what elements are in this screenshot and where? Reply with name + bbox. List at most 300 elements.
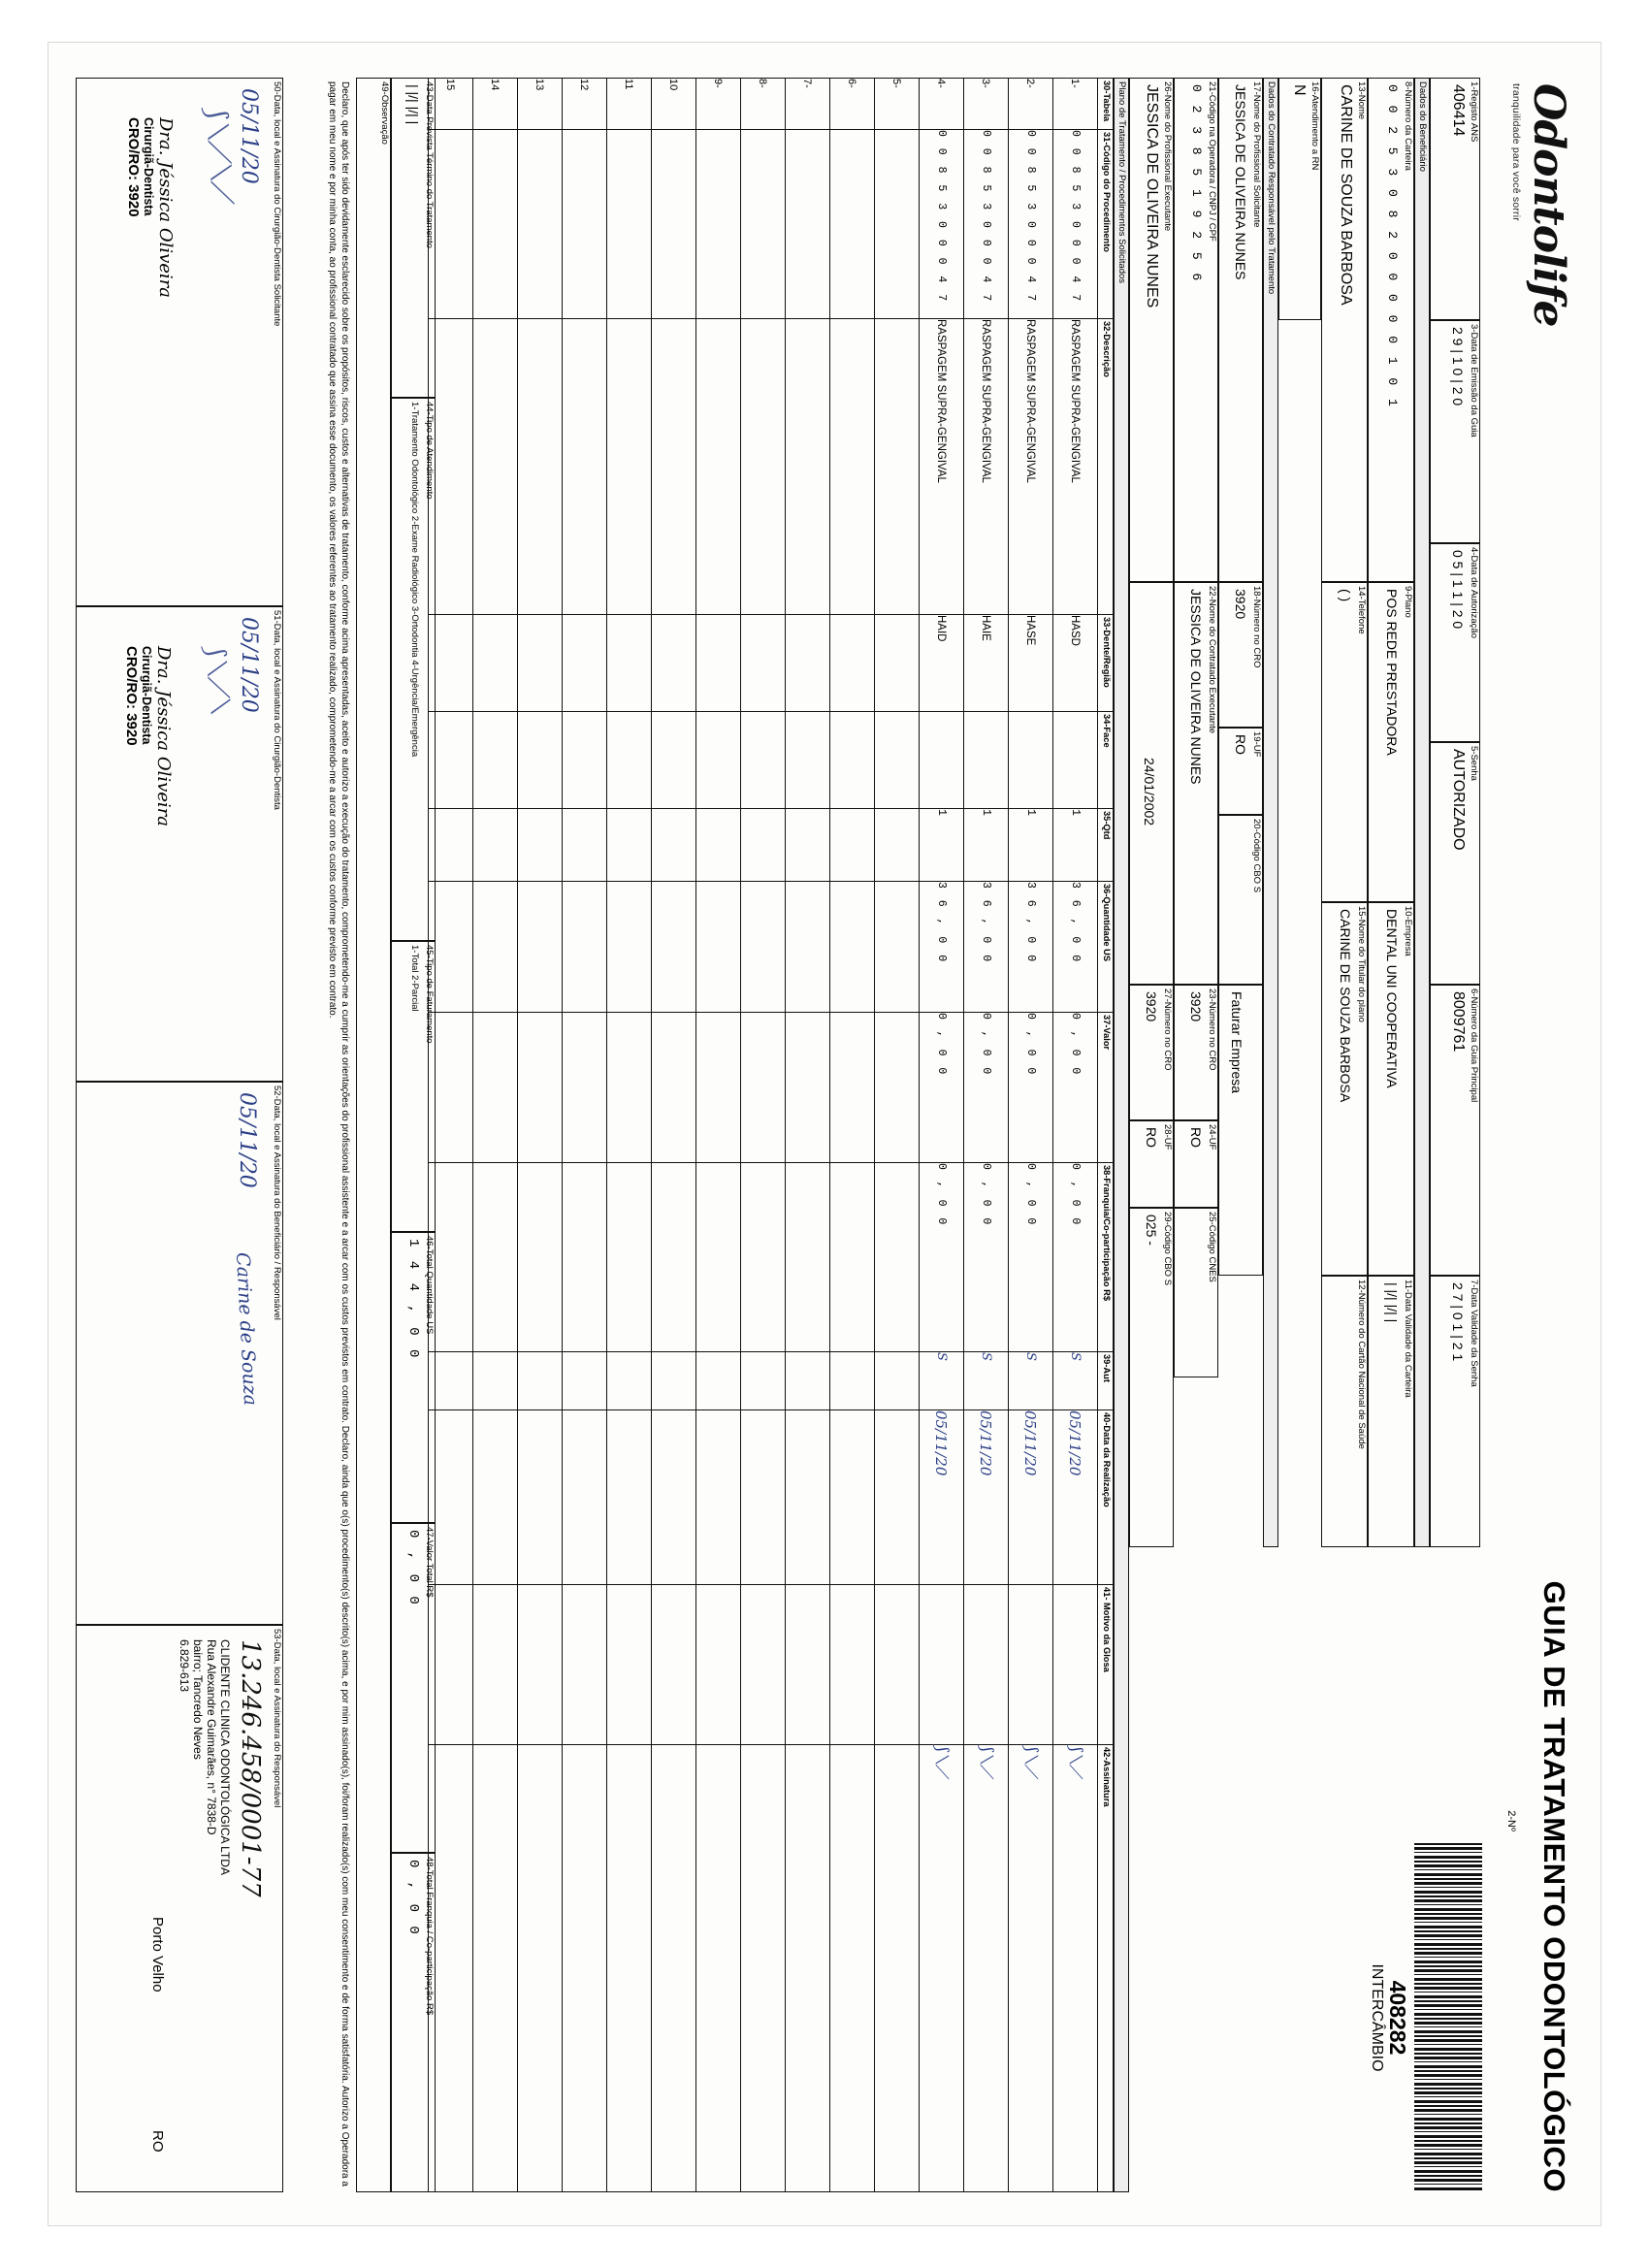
cell-data-realizacao[interactable]: 05/11/20 [964, 1410, 1009, 1585]
field-total-franquia[interactable] [391, 1853, 436, 2192]
field-value: RO [1144, 1127, 1159, 1148]
cell-quantidade-us[interactable] [652, 882, 696, 1013]
stamp-dentist-cro: CRO/RO: 3920 [125, 117, 142, 217]
cell-descricao[interactable]: RASPAGEM SUPRA-GENGIVAL [1009, 319, 1053, 615]
col-assinatura: 42-Assinatura [1098, 1745, 1114, 2192]
cell-franquia[interactable] [786, 1163, 830, 1352]
barcode-number: 408282 [1385, 1980, 1410, 2056]
cell-dente-regiao[interactable] [830, 615, 875, 712]
field-value: 0 , 0 0 [405, 1530, 421, 1607]
field-empresa[interactable] [1368, 902, 1414, 1276]
cell-face[interactable] [830, 712, 875, 809]
cell-aut[interactable] [518, 1352, 563, 1410]
field-registro-ans[interactable] [1430, 78, 1480, 320]
cell-valor[interactable] [607, 1013, 652, 1163]
cell-data-realizacao[interactable] [652, 1410, 696, 1585]
field-cbos-solicitante[interactable] [1218, 815, 1263, 985]
cell-assinatura[interactable] [518, 1745, 563, 2192]
cell-valor[interactable]: 0 , 0 0 [1053, 1013, 1098, 1163]
cell-data-realizacao[interactable]: 05/11/20 [920, 1410, 964, 1585]
cell-motivo-glosa[interactable] [652, 1585, 696, 1745]
field-numero-carteira[interactable] [1368, 78, 1414, 582]
field-label: 28-UF [1162, 1124, 1173, 1150]
cell-qtd[interactable] [563, 809, 607, 882]
cell-aut[interactable] [875, 1352, 920, 1410]
cell-quantidade-us[interactable]: 3 6 , 0 0 [1009, 882, 1053, 1013]
cell-dente-regiao[interactable] [473, 615, 518, 712]
cell-qtd[interactable] [875, 809, 920, 882]
cell-descricao[interactable] [652, 319, 696, 615]
cell-codigo-procedimento[interactable] [652, 130, 696, 319]
cell-descricao[interactable] [875, 319, 920, 615]
cell-face[interactable] [786, 712, 830, 809]
col-valor: 37-Valor [1098, 1013, 1114, 1163]
field-label: 25-Código CNES [1207, 1212, 1217, 1282]
field-value: JESSICA DE OLIVEIRA NUNES [1188, 589, 1204, 785]
cell-aut[interactable]: S [964, 1352, 1009, 1410]
cell-valor[interactable]: 0 , 0 0 [1009, 1013, 1053, 1163]
cell-aut[interactable]: S [920, 1352, 964, 1410]
cell-dente-regiao[interactable]: HAIE [964, 615, 1009, 712]
row-number: 8- [741, 79, 786, 130]
field-value: | |/| |/| | [405, 84, 421, 125]
field-data-prevista-termino[interactable] [391, 78, 436, 398]
cell-aut[interactable]: S [1053, 1352, 1098, 1410]
cell-aut[interactable] [563, 1352, 607, 1410]
field-value: 0 , 0 0 [405, 1860, 421, 1937]
cell-assinatura[interactable] [696, 1745, 741, 2192]
field-label: 13-Nome [1356, 81, 1367, 120]
cell-valor[interactable] [875, 1013, 920, 1163]
cell-aut[interactable] [696, 1352, 741, 1410]
cell-descricao[interactable] [830, 319, 875, 615]
field-assinatura-beneficiario[interactable] [76, 1082, 283, 1625]
cell-codigo-procedimento[interactable] [563, 130, 607, 319]
field-label: 21-Código na Operadora / CNPJ / CPF [1207, 81, 1217, 242]
cell-valor[interactable] [696, 1013, 741, 1163]
cell-codigo-procedimento[interactable] [875, 130, 920, 319]
cell-quantidade-us[interactable] [786, 882, 830, 1013]
cell-franquia[interactable]: 0 , 0 0 [1009, 1163, 1053, 1352]
cell-face[interactable] [920, 712, 964, 809]
cell-qtd[interactable]: 1 [920, 809, 964, 882]
field-value: 1 4 4 , 0 0 [405, 1239, 421, 1361]
cell-assinatura[interactable] [652, 1745, 696, 2192]
cell-quantidade-us[interactable] [563, 882, 607, 1013]
cell-descricao[interactable] [741, 319, 786, 615]
cell-motivo-glosa[interactable] [473, 1585, 518, 1745]
field-cro-executante[interactable] [1174, 985, 1218, 1120]
cell-codigo-procedimento[interactable] [473, 130, 518, 319]
table-row[interactable] [518, 79, 563, 2192]
section-beneficiary-header [1414, 78, 1430, 1547]
field-value: 3920 [1233, 589, 1248, 620]
cell-assinatura[interactable]: ⟆⟍⟋ [964, 1745, 1009, 2192]
cell-codigo-procedimento[interactable] [786, 130, 830, 319]
cell-codigo-procedimento[interactable] [607, 130, 652, 319]
cell-quantidade-us[interactable] [696, 882, 741, 1013]
cell-aut[interactable] [652, 1352, 696, 1410]
cell-quantidade-us[interactable] [741, 882, 786, 1013]
table-row[interactable] [875, 79, 920, 2192]
field-nome-contratado-executante[interactable] [1174, 582, 1218, 985]
cell-motivo-glosa[interactable] [696, 1585, 741, 1745]
handwritten-date-51: 05/11/20 [237, 617, 261, 713]
odontolife-logo [1490, 83, 1573, 327]
cell-assinatura[interactable]: ⟆⟍⟋ [920, 1745, 964, 2192]
cell-qtd[interactable] [607, 809, 652, 882]
cell-valor[interactable] [518, 1013, 563, 1163]
field-cro-profissional-executante[interactable] [1129, 985, 1174, 1120]
cell-descricao[interactable] [786, 319, 830, 615]
col-dente-regiao: 33-Dente/Região [1098, 615, 1114, 712]
cell-valor[interactable] [741, 1013, 786, 1163]
col-qtd: 35-Qtd [1098, 809, 1114, 882]
field-label: 6-Número da Guia Principal [1469, 988, 1479, 1103]
cell-motivo-glosa[interactable] [830, 1585, 875, 1745]
field-assinatura-responsavel[interactable] [76, 1625, 283, 2192]
cell-data-realizacao[interactable] [741, 1410, 786, 1585]
field-total-quantidade-us[interactable] [391, 1232, 436, 1523]
cell-descricao[interactable] [607, 319, 652, 615]
field-data-emissao[interactable] [1430, 320, 1480, 543]
field-data-validade-senha[interactable] [1430, 1276, 1480, 1547]
table-row[interactable] [652, 79, 696, 2192]
field-label: 43-Data Prevista Término do Tratamento [424, 81, 435, 248]
handwritten-date-52: 05/11/20 [235, 1092, 259, 1188]
cell-quantidade-us[interactable] [830, 882, 875, 1013]
cell-franquia[interactable] [473, 1163, 518, 1352]
cell-motivo-glosa[interactable] [607, 1585, 652, 1745]
field-plano[interactable] [1368, 582, 1414, 902]
cell-motivo-glosa[interactable] [563, 1585, 607, 1745]
cell-aut[interactable] [607, 1352, 652, 1410]
field-label: 52-Data, local e Assinatura do Beneficiário / Responsável [272, 1085, 282, 1320]
cell-face[interactable] [473, 712, 518, 809]
field-label: 22-Nome do Contratado Executante [1207, 586, 1217, 734]
table-row[interactable] [1053, 79, 1098, 2192]
cell-face[interactable] [652, 712, 696, 809]
field-label: 14-Telefone [1356, 586, 1367, 634]
section-procedures-header [1114, 78, 1129, 2192]
cell-quantidade-us[interactable] [518, 882, 563, 1013]
field-nome-beneficiario[interactable] [1321, 78, 1368, 582]
cell-assinatura[interactable] [607, 1745, 652, 2192]
cell-aut[interactable] [473, 1352, 518, 1410]
field-cartao-nacional-saude[interactable] [1321, 1276, 1368, 1547]
field-label: 29-Código CBO S [1162, 1212, 1173, 1286]
cell-aut[interactable] [741, 1352, 786, 1410]
cell-assinatura[interactable] [563, 1745, 607, 2192]
signature-mark-50: ⟆⟍⟋⟍⟋ [198, 106, 240, 202]
cell-codigo-procedimento[interactable] [741, 130, 786, 319]
row-number: 14 [473, 79, 518, 130]
cell-dente-regiao[interactable] [607, 615, 652, 712]
cell-descricao[interactable] [473, 319, 518, 615]
logo-tagline: tranquilidade para você sorrir [1510, 83, 1522, 221]
field-value: DENTAL UNI COOPERATIVA [1384, 909, 1400, 1088]
field-assinatura-cirurgiao-solicitante[interactable] [76, 78, 283, 606]
logo-wordmark: Odontolife [1524, 83, 1573, 327]
cell-codigo-procedimento[interactable]: 0 0 8 5 3 0 0 0 4 7 [964, 130, 1009, 319]
cell-qtd[interactable]: 1 [964, 809, 1009, 882]
cell-dente-regiao[interactable]: HAID [920, 615, 964, 712]
cell-dente-regiao[interactable] [786, 615, 830, 712]
stamp-clinic-block [178, 1639, 232, 1875]
cell-franquia[interactable] [563, 1163, 607, 1352]
field-value: 0 5 | 1 1 | 2 0 [1450, 550, 1466, 630]
cell-data-realizacao[interactable] [875, 1410, 920, 1585]
cell-assinatura[interactable] [830, 1745, 875, 2192]
page-number: 2-Nº [1505, 1810, 1517, 1831]
table-row[interactable] [563, 79, 607, 2192]
cell-data-realizacao[interactable]: 05/11/20 [1009, 1410, 1053, 1585]
stamp-dentist-name-2: Dra. Jéssica Oliveira [153, 646, 174, 827]
table-row[interactable] [920, 79, 964, 2192]
cell-face[interactable] [696, 712, 741, 809]
cell-quantidade-us[interactable] [607, 882, 652, 1013]
cell-assinatura[interactable]: ⟆⟍⟋ [1009, 1745, 1053, 2192]
cell-motivo-glosa[interactable] [875, 1585, 920, 1745]
cell-dente-regiao[interactable]: HASE [1009, 615, 1053, 712]
cell-data-realizacao[interactable] [473, 1410, 518, 1585]
cell-motivo-glosa[interactable] [786, 1585, 830, 1745]
row-number: 15 [429, 79, 473, 130]
table-row[interactable] [964, 79, 1009, 2192]
col-motivo-glosa: 41- Motivo da Glosa [1098, 1585, 1114, 1745]
cell-dente-regiao[interactable] [652, 615, 696, 712]
cell-quantidade-us[interactable]: 3 6 , 0 0 [920, 882, 964, 1013]
field-telefone[interactable] [1321, 582, 1368, 902]
cell-qtd[interactable] [741, 809, 786, 882]
cell-descricao[interactable] [518, 319, 563, 615]
cell-qtd[interactable] [473, 809, 518, 882]
cell-codigo-procedimento[interactable]: 0 0 8 5 3 0 0 0 4 7 [1009, 130, 1053, 319]
cell-qtd[interactable] [518, 809, 563, 882]
field-value: 2 9 | 1 0 | 2 0 [1450, 327, 1466, 406]
cell-qtd[interactable] [786, 809, 830, 882]
cell-valor[interactable] [473, 1013, 518, 1163]
row-number: 10 [652, 79, 696, 130]
field-observacao[interactable] [356, 78, 391, 2192]
cell-codigo-procedimento[interactable] [830, 130, 875, 319]
field-value: | |/| |/| | [1384, 1282, 1400, 1323]
field-value: N [1291, 84, 1308, 96]
field-data-autorizacao[interactable] [1430, 543, 1480, 742]
barcode-image [1414, 1843, 1482, 2192]
table-row[interactable] [473, 79, 518, 2192]
field-nome-titular[interactable] [1321, 902, 1368, 1276]
cell-data-realizacao[interactable] [607, 1410, 652, 1585]
field-tipo-atendimento[interactable] [391, 398, 436, 941]
cell-assinatura[interactable] [741, 1745, 786, 2192]
cell-quantidade-us[interactable] [473, 882, 518, 1013]
cell-face[interactable] [563, 712, 607, 809]
cell-qtd[interactable]: 1 [1009, 809, 1053, 882]
field-label: 26-Nome do Profissional Executante [1162, 81, 1173, 232]
cell-franquia[interactable]: 0 , 0 0 [920, 1163, 964, 1352]
cell-data-realizacao[interactable] [696, 1410, 741, 1585]
table-row[interactable] [607, 79, 652, 2192]
field-numero-guia-principal[interactable] [1430, 985, 1480, 1276]
field-value: CARINE DE SOUZA BARBOSA [1338, 84, 1354, 306]
cell-assinatura[interactable] [786, 1745, 830, 2192]
cell-data-realizacao[interactable] [830, 1410, 875, 1585]
cell-motivo-glosa[interactable] [964, 1585, 1009, 1745]
page-title: GUIA DE TRATAMENTO ODONTOLÓGICO [1537, 1580, 1571, 2192]
cell-dente-regiao[interactable] [518, 615, 563, 712]
cell-dente-regiao[interactable] [696, 615, 741, 712]
field-cbos-executante[interactable] [1129, 1208, 1174, 1547]
cell-aut[interactable] [786, 1352, 830, 1410]
cell-data-realizacao[interactable]: 05/11/20 [1053, 1410, 1098, 1585]
stamp-clinic-phone: 6.829-613 [178, 1639, 191, 1693]
cell-aut[interactable] [830, 1352, 875, 1410]
field-nome-profissional-executante[interactable] [1129, 78, 1174, 582]
table-header-row [1098, 79, 1114, 2192]
cell-face[interactable] [1009, 712, 1053, 809]
col-data-realizacao: 40-Data da Realização [1098, 1410, 1114, 1585]
field-value: 406414 [1450, 84, 1467, 137]
cell-qtd[interactable] [830, 809, 875, 882]
cell-valor[interactable] [652, 1013, 696, 1163]
field-label: 7-Data Validade da Senha [1469, 1280, 1479, 1387]
procedures-table [428, 78, 1114, 2192]
cell-motivo-glosa[interactable] [741, 1585, 786, 1745]
field-label: 53-Data, local e Assinatura do Responsável [272, 1629, 282, 1808]
cell-data-realizacao[interactable] [563, 1410, 607, 1585]
table-row[interactable] [830, 79, 875, 2192]
field-options: 1-Total 2-Parcial [409, 945, 420, 1012]
cell-franquia[interactable] [696, 1163, 741, 1352]
cell-data-realizacao[interactable] [518, 1410, 563, 1585]
cell-motivo-glosa[interactable] [1009, 1585, 1053, 1745]
table-row[interactable] [696, 79, 741, 2192]
field-value: 8009761 [1450, 991, 1467, 1053]
cell-codigo-procedimento[interactable]: 0 0 8 5 3 0 0 0 4 7 [920, 130, 964, 319]
cell-valor[interactable]: 0 , 0 0 [964, 1013, 1009, 1163]
cell-codigo-procedimento[interactable] [696, 130, 741, 319]
stamp-dentista [124, 646, 174, 826]
row-number: 6- [830, 79, 875, 130]
field-value: 025 - [1144, 1215, 1159, 1246]
cell-face[interactable] [741, 712, 786, 809]
cell-face[interactable] [518, 712, 563, 809]
field-codigo-cnes[interactable] [1174, 1208, 1218, 1377]
cell-quantidade-us[interactable]: 3 6 , 0 0 [964, 882, 1009, 1013]
cell-franquia[interactable] [607, 1163, 652, 1352]
cell-assinatura[interactable] [875, 1745, 920, 2192]
field-atendimento-rn[interactable] [1278, 78, 1321, 320]
table-row[interactable] [1009, 79, 1053, 2192]
cell-aut[interactable]: S [1009, 1352, 1053, 1410]
cell-qtd[interactable] [652, 809, 696, 882]
cell-face[interactable] [607, 712, 652, 809]
field-tipo-faturamento[interactable] [391, 941, 436, 1232]
stamp-solicitante [126, 117, 176, 298]
cell-descricao[interactable] [696, 319, 741, 615]
cell-quantidade-us[interactable] [875, 882, 920, 1013]
cell-qtd[interactable] [696, 809, 741, 882]
field-nome-profissional-solicitante[interactable] [1218, 78, 1263, 582]
row-number: 13 [518, 79, 563, 130]
cell-franquia[interactable] [875, 1163, 920, 1352]
field-senha[interactable] [1430, 742, 1480, 985]
field-assinatura-cirurgiao-dentista[interactable] [76, 606, 283, 1082]
cell-descricao[interactable]: RASPAGEM SUPRA-GENGIVAL [920, 319, 964, 615]
cell-assinatura[interactable]: ⟆⟍⟋ [1053, 1745, 1098, 2192]
cell-face[interactable] [1053, 712, 1098, 809]
cell-dente-regiao[interactable] [875, 615, 920, 712]
field-label: 27-Número no CRO [1162, 988, 1173, 1071]
cell-franquia[interactable] [741, 1163, 786, 1352]
field-validade-carteira[interactable] [1368, 1276, 1414, 1547]
cell-franquia[interactable]: 0 , 0 0 [1053, 1163, 1098, 1352]
col-face: 34-Face [1098, 712, 1114, 809]
cell-franquia[interactable] [830, 1163, 875, 1352]
row-number: 1- [1053, 79, 1098, 130]
cell-valor[interactable] [786, 1013, 830, 1163]
cell-dente-regiao[interactable]: HASD [1053, 615, 1098, 712]
cell-descricao[interactable]: RASPAGEM SUPRA-GENGIVAL [964, 319, 1009, 615]
field-value: ( ) [1338, 589, 1353, 602]
cell-dente-regiao[interactable] [563, 615, 607, 712]
cell-valor[interactable]: 0 , 0 0 [920, 1013, 964, 1163]
field-codigo-operadora-cnpj-cpf[interactable] [1174, 78, 1218, 582]
cell-data-realizacao[interactable] [786, 1410, 830, 1585]
cell-descricao[interactable]: RASPAGEM SUPRA-GENGIVAL [1053, 319, 1098, 615]
handwritten-signature-52: Carine de Souza [231, 1251, 262, 1407]
col-quantidade-us: 36-Quantidade US [1098, 882, 1114, 1013]
table-row[interactable] [741, 79, 786, 2192]
cell-assinatura[interactable] [473, 1745, 518, 2192]
cell-franquia[interactable] [518, 1163, 563, 1352]
cell-motivo-glosa[interactable] [518, 1585, 563, 1745]
field-label: 49-Observação [379, 81, 390, 145]
cell-codigo-procedimento[interactable]: 0 0 8 5 3 0 0 0 4 7 [1053, 130, 1098, 319]
cell-face[interactable] [875, 712, 920, 809]
section-label: Dados do Beneficiário [1417, 81, 1428, 172]
cell-dente-regiao[interactable] [741, 615, 786, 712]
field-label: 4-Data de Autorização [1469, 547, 1479, 639]
field-label: 5-Senha [1469, 746, 1479, 781]
field-valor-total[interactable] [391, 1523, 436, 1853]
cell-face[interactable] [964, 712, 1009, 809]
cell-valor[interactable] [830, 1013, 875, 1163]
cell-franquia[interactable] [652, 1163, 696, 1352]
field-label: 1-Registo ANS [1469, 81, 1479, 143]
table-row[interactable] [786, 79, 830, 2192]
field-value: CARINE DE SOUZA BARBOSA [1338, 909, 1353, 1103]
cell-valor[interactable] [563, 1013, 607, 1163]
field-label: 20-Código CBO S [1251, 819, 1262, 893]
cell-descricao[interactable] [563, 319, 607, 615]
cell-motivo-glosa[interactable] [920, 1585, 964, 1745]
field-uf-solicitante[interactable] [1218, 728, 1263, 815]
stamp-dentist-role: Cirurgiã-Dentista [142, 117, 155, 216]
cell-franquia[interactable]: 0 , 0 0 [964, 1163, 1009, 1352]
field-uf-profissional-executante[interactable] [1129, 1120, 1174, 1208]
cell-quantidade-us[interactable]: 3 6 , 0 0 [1053, 882, 1098, 1013]
cell-qtd[interactable]: 1 [1053, 809, 1098, 882]
field-uf-executante[interactable] [1174, 1120, 1218, 1208]
signature-mark-51: ⟆⟍⟋⟍ [199, 644, 237, 715]
cell-codigo-procedimento[interactable] [518, 130, 563, 319]
col-codigo: 31-Código do Procedimento [1098, 130, 1114, 319]
field-cro-solicitante[interactable] [1218, 582, 1263, 728]
cell-motivo-glosa[interactable] [1053, 1585, 1098, 1745]
field-value: POS REDE PRESTADORA [1384, 589, 1400, 756]
